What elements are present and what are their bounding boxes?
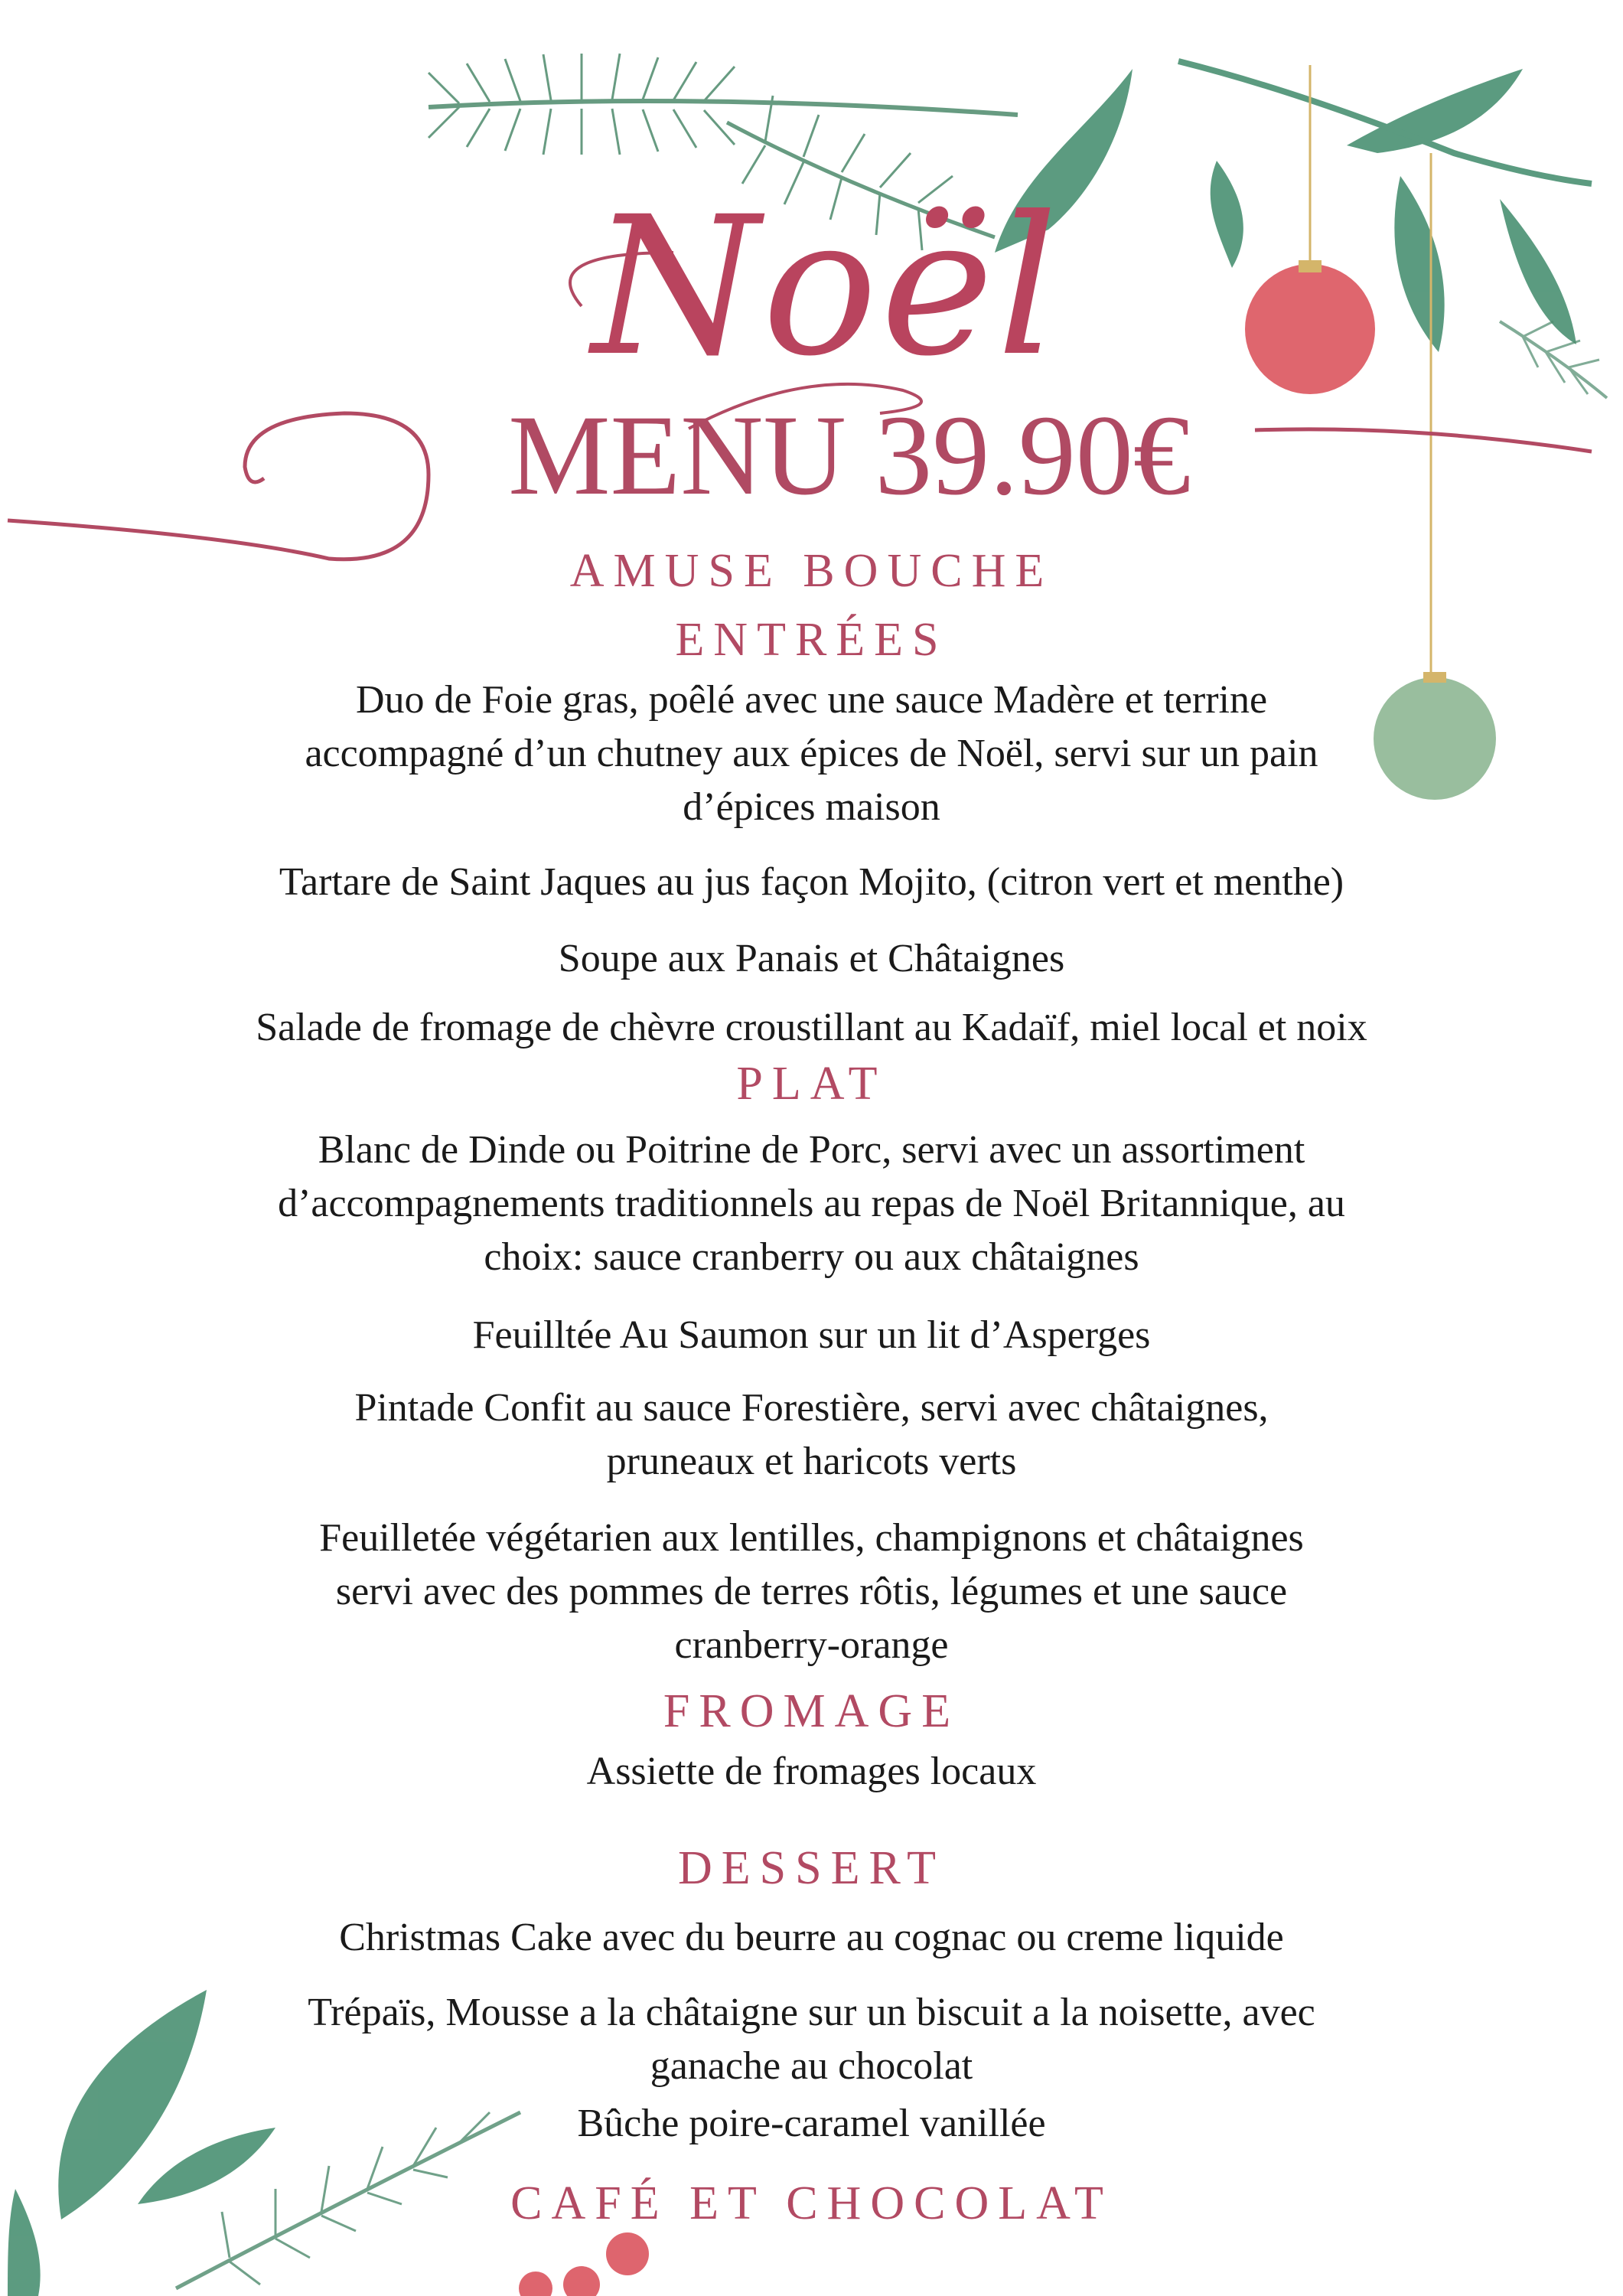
list-item (0, 1001, 1623, 1055)
item-line: Blanc de Dinde ou Poitrine de Porc, servi avec un assortiment (318, 1128, 1305, 1172)
item-line: ganache au chocolat (650, 2044, 973, 2088)
item-line: Pintade Confit au sauce Forestière, servi avec châtaignes, (354, 1386, 1269, 1430)
item-line: Feuilltée Au Saumon sur un lit d’Asperges (472, 1313, 1151, 1357)
item-line: Soupe aux Panais et Châtaignes (558, 937, 1065, 980)
section-dessert: DESSERT (678, 1842, 945, 1894)
item-line: Duo de Foie gras, poêlé avec une sauce Madère et terrine (355, 678, 1268, 722)
item-line: d’accompagnements traditionnels au repas de Noël Britannique, au (278, 1182, 1345, 1225)
list-item (0, 1745, 1623, 1799)
item-line: servi avec des pommes de terres rôtis, légumes et une sauce (335, 1570, 1288, 1613)
item-line: Salade de fromage de chèvre croustillant au Kadaïf, miel local et noix (256, 1006, 1367, 1049)
list-item (0, 673, 1623, 834)
section-cafe-chocolat: CAFÉ ET CHOCOLAT (510, 2177, 1113, 2229)
item-line: Tartare de Saint Jaques au jus façon Mojito, (citron vert et menthe) (279, 860, 1344, 904)
list-item (0, 1911, 1623, 1965)
list-item (0, 1124, 1623, 1284)
list-item (0, 2097, 1623, 2151)
section-fromage: FROMAGE (663, 1685, 960, 1737)
item-line: d’épices maison (683, 785, 940, 829)
item-line: accompagné d’un chutney aux épices de Noël, servi sur un pain (305, 732, 1318, 775)
list-item (0, 1986, 1623, 2093)
noel-script-title: Noël (592, 175, 1061, 398)
section-plat: PLAT (736, 1058, 887, 1110)
list-item (0, 1512, 1623, 1672)
red-ornament-icon (1245, 264, 1375, 394)
menu-price-title: MENU 39.90€ (508, 392, 1191, 519)
item-line: Assiette de fromages locaux (586, 1750, 1037, 1793)
section-amuse-bouche: AMUSE BOUCHE (569, 545, 1054, 597)
list-item (0, 1309, 1623, 1362)
item-line: Bûche poire-caramel vanillée (577, 2102, 1046, 2145)
berry-icon (519, 2232, 649, 2296)
section-entrees: ENTRÉES (675, 614, 948, 666)
list-item (0, 932, 1623, 986)
flourish-swirl (8, 413, 429, 559)
item-line: Feuilletée végétarien aux lentilles, champignons et châtaignes (319, 1516, 1304, 1560)
list-item (0, 856, 1623, 909)
list-item (0, 1381, 1623, 1489)
item-line: choix: sauce cranberry ou aux châtaignes (484, 1235, 1139, 1279)
item-line: cranberry-orange (674, 1623, 949, 1667)
item-line: Trépaïs, Mousse a la châtaigne sur un biscuit a la noisette, avec (308, 1991, 1315, 2034)
item-line: Christmas Cake avec du beurre au cognac ou creme liquide (339, 1916, 1284, 1959)
item-line: pruneaux et haricots verts (606, 1440, 1017, 1483)
